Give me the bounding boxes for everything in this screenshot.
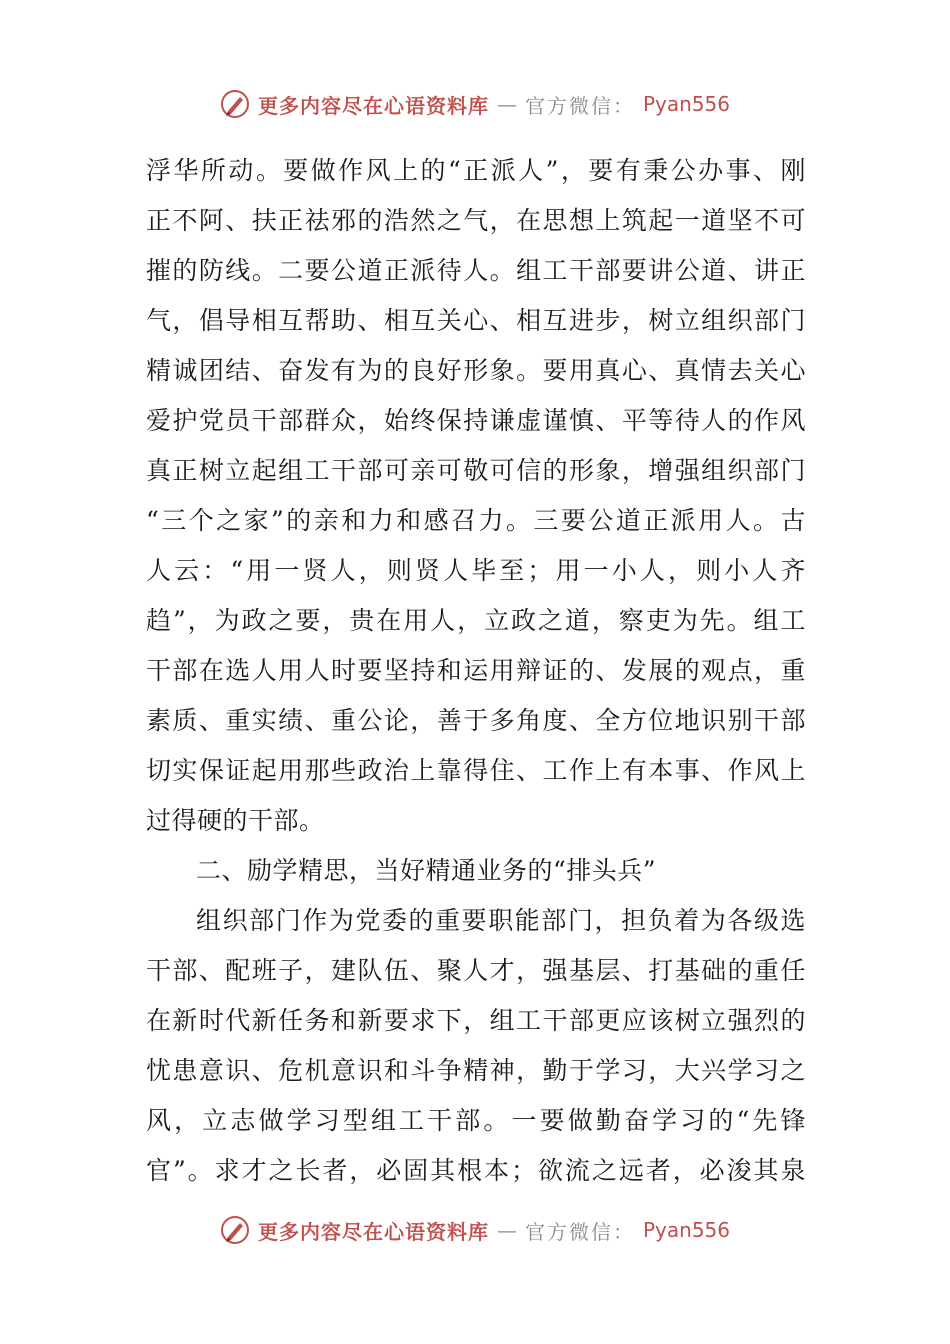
body-line: 忧患意识、危机意识和斗争精神，勤于学习，大兴学习之 [146, 1056, 806, 1085]
body-line: 浮华所动。要做作风上的“正派人”，要有秉公办事、刚 [146, 156, 806, 185]
footer-label: 官方微信： [524, 1219, 635, 1244]
document-body [146, 146, 806, 1196]
body-line: 真正树立起组工干部可亲可敬可信的形象，增强组织部门 [146, 456, 806, 485]
body-line: 爱护党员干部群众，始终保持谦虚谨慎、平等待人的作风 [146, 406, 806, 435]
body-line: 在新时代新任务和新要求下，组工干部更应该树立强烈的 [146, 1006, 806, 1035]
body-line: 趋”，为政之要，贵在用人，立政之道，察吏为先。组工 [146, 606, 806, 635]
body-line: “三个之家”的亲和力和感召力。三要公道正派用人。古 [146, 506, 806, 535]
footer-dash: — [496, 1218, 517, 1242]
body-line: 风，立志做学习型组工干部。一要做勤奋学习的“先锋 [146, 1106, 806, 1135]
header-dash: — [496, 92, 517, 116]
body-line: 官”。求才之长者，必固其根本；欲流之远者，必浚其泉 [146, 1156, 806, 1185]
pen-logo-icon [220, 1215, 250, 1245]
section-heading: 二、励学精思，当好精通业务的“排头兵” [196, 856, 657, 885]
body-line: 素质、重实绩、重公论，善于多角度、全方位地识别干部 [146, 706, 806, 735]
footer-title: 更多内容尽在心语资料库 [257, 1219, 489, 1244]
header-banner [0, 84, 950, 124]
body-line: 干部在选人用人时要坚持和运用辩证的、发展的观点，重 [146, 656, 806, 685]
body-line: 人云：“用一贤人，则贤人毕至；用一小人，则小人齐 [146, 556, 806, 585]
body-line: 气，倡导相互帮助、相互关心、相互进步，树立组织部门 [146, 306, 806, 335]
header-wechat-id: Pyan556 [642, 92, 730, 116]
footer-banner [0, 1210, 950, 1250]
body-line: 过得硬的干部。 [146, 806, 325, 835]
footer-wechat-id: Pyan556 [642, 1218, 730, 1242]
body-line: 干部、配班子，建队伍、聚人才，强基层、打基础的重任 [146, 956, 806, 985]
body-line: 切实保证起用那些政治上靠得住、工作上有本事、作风上 [146, 756, 806, 785]
body-line: 精诚团结、奋发有为的良好形象。要用真心、真情去关心 [146, 356, 806, 385]
body-line: 组织部门作为党委的重要职能部门，担负着为各级选 [196, 906, 806, 935]
body-line: 摧的防线。二要公道正派待人。组工干部要讲公道、讲正 [146, 256, 806, 285]
pen-logo-icon [220, 89, 250, 119]
body-line: 正不阿、扶正祛邪的浩然之气，在思想上筑起一道坚不可 [146, 206, 806, 235]
header-label: 官方微信： [524, 93, 635, 118]
header-title: 更多内容尽在心语资料库 [257, 93, 489, 118]
